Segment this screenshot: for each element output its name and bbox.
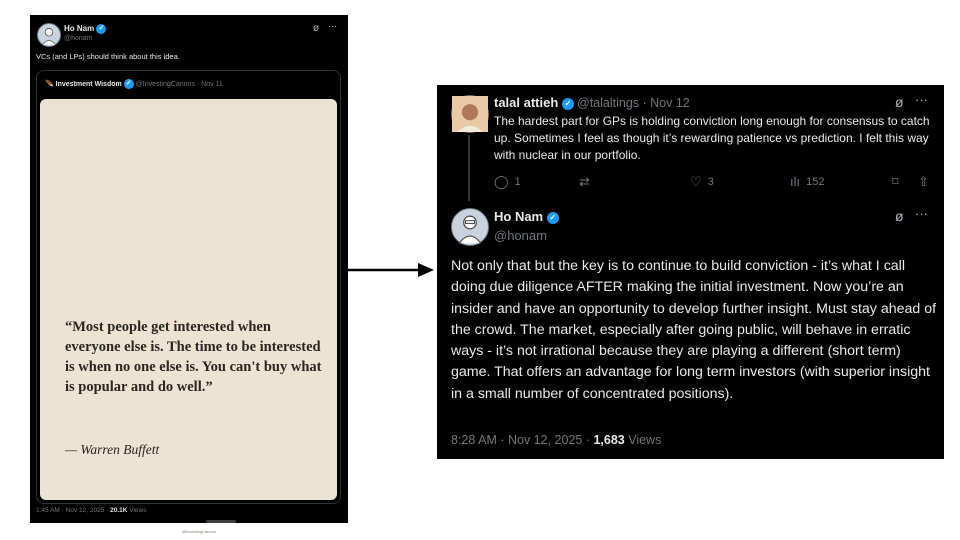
scroll-indicator [206, 520, 236, 523]
author-handle[interactable]: @honam [494, 228, 547, 243]
verified-badge-icon: ✓ [562, 98, 574, 110]
tweet-text: VCs (and LPs) should think about this idea. [36, 52, 180, 61]
share-icon: ⇧ [918, 174, 929, 189]
quoted-tweet-header: 🪶 Investment Wisdom ✓ @InvestingCanons · Nov 11 [45, 80, 223, 88]
right-arrow-icon [346, 260, 436, 280]
reply-button[interactable]: ◯ 1 [494, 174, 521, 189]
tweet-meta: 1:45 AM · Nov 12, 2025 · 20.1K Views [36, 507, 147, 514]
more-icon[interactable]: ··· [915, 206, 928, 221]
verified-badge-icon: ✓ [96, 24, 106, 34]
avatar[interactable] [451, 208, 489, 246]
more-icon[interactable]: ··· [328, 21, 337, 31]
avatar[interactable] [37, 23, 61, 47]
watermark: @InvestingCanons [182, 529, 216, 534]
bookmark-icon: ⌑ [892, 174, 899, 189]
quote-text: “Most people get interested when everyone else is. The time to be interested is when no one else is. You can't buy what is popular and do well.” [65, 319, 322, 395]
retweet-icon: ⇄ [579, 174, 590, 189]
quoted-date: Nov 11 [201, 80, 223, 88]
grok-icon[interactable]: ø [895, 208, 904, 224]
thread-line [468, 135, 470, 201]
verified-badge-icon: ✓ [547, 212, 559, 224]
author-name[interactable]: talal attieh ✓ [494, 95, 574, 110]
left-tweet-screenshot [30, 15, 348, 534]
share-button[interactable] [918, 174, 935, 190]
quote-attribution: — Warren Buffett [65, 442, 160, 457]
like-icon: ♡ [690, 174, 702, 189]
quoted-author-handle[interactable]: @InvestingCanons [135, 80, 195, 88]
author-handle[interactable]: @honam [64, 35, 93, 42]
quoted-avatar-icon: 🪶 [45, 80, 54, 88]
tweet-meta: 8:28 AM · Nov 12, 2025 · 1,683 Views [451, 433, 662, 447]
retweet-button[interactable] [579, 174, 596, 190]
grok-icon[interactable]: ø [313, 23, 320, 34]
author-name[interactable]: Ho Nam ✓ [64, 24, 106, 34]
author-handle[interactable]: @talaltings · Nov 12 [577, 96, 690, 110]
like-button[interactable]: ♡ 3 [690, 174, 714, 189]
reply-icon: ◯ [494, 174, 509, 189]
right-thread-screenshot [437, 85, 944, 459]
views-icon: ılı [790, 174, 801, 189]
verified-badge-icon: ✓ [124, 79, 134, 89]
views-button[interactable]: ılı 152 [790, 174, 825, 189]
reply-text: The hardest part for GPs is holding conviction long enough for consensus to catch up. Sometimes I feel as though it’s rewarding patience vs prediction. I felt this way with nuclear in our portfolio. [494, 114, 930, 162]
avatar[interactable] [451, 95, 489, 133]
bookmark-button[interactable] [892, 174, 905, 190]
tweet-text: Not only that but the key is to continue to build conviction - it’s what I call doing due diligence AFTER making the initial investment. Now you’re an insider and have an opportunity to develop further insight. Must stay ahead of the crowd. The market, especially after going public, will behave in erratic ways - it’s not irrational because they are playing a different (short term) game. That offers an advantage for long term investors (with superior insight in a small number of concentrated positions). [451, 258, 937, 402]
more-icon[interactable]: ··· [915, 92, 928, 107]
author-name[interactable]: Ho Nam ✓ [494, 209, 559, 224]
quoted-author-name[interactable]: Investment Wisdom [55, 80, 122, 88]
grok-icon[interactable]: ø [895, 94, 904, 110]
